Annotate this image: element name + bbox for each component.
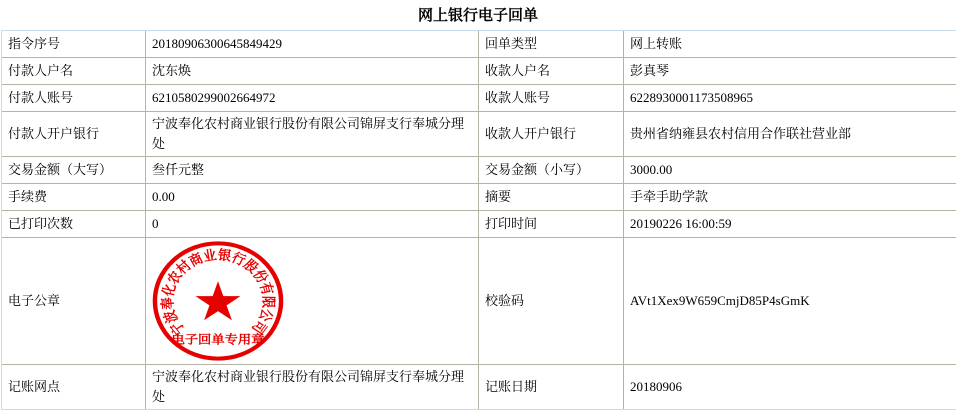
field-label-booking-branch: 记账网点 — [2, 365, 146, 409]
field-label-fee: 手续费 — [2, 184, 146, 211]
field-value-payee-account: 6228930001173508965 — [624, 85, 956, 112]
receipt-table — [1, 30, 956, 410]
seal-bottom-text: 电子回单专用章 — [171, 331, 265, 347]
table-row — [2, 184, 956, 211]
table-row — [2, 157, 956, 184]
bank-seal-icon — [149, 238, 287, 364]
field-label-payee-bank: 收款人开户银行 — [479, 112, 624, 157]
field-label-print-count: 已打印次数 — [2, 211, 146, 238]
field-label-e-seal: 电子公章 — [2, 238, 146, 365]
field-value-payer-bank: 宁波奉化农村商业银行股份有限公司锦屏支行奉城分理处 — [146, 112, 479, 157]
e-seal-cell — [146, 238, 479, 365]
field-value-print-time: 20190226 16:00:59 — [624, 211, 956, 238]
field-label-amount-words: 交易金额（大写） — [2, 157, 146, 184]
table-row — [2, 365, 956, 409]
field-label-receipt-type: 回单类型 — [479, 31, 624, 58]
field-value-payee-bank: 贵州省纳雍县农村信用合作联社营业部 — [624, 112, 956, 157]
field-value-fee: 0.00 — [146, 184, 479, 211]
field-label-summary: 摘要 — [479, 184, 624, 211]
table-row — [2, 85, 956, 112]
table-row — [2, 58, 956, 85]
field-label-payee-account: 收款人账号 — [479, 85, 624, 112]
field-label-payer-bank: 付款人开户银行 — [2, 112, 146, 157]
field-label-payee-name: 收款人户名 — [479, 58, 624, 85]
seal-ring-text: 宁波奉化农村商业银行股份有限公司 — [159, 247, 277, 338]
field-value-instruction-no: 20180906300645849429 — [146, 31, 479, 58]
field-value-amount-figures: 3000.00 — [624, 157, 956, 184]
field-value-summary: 手牵手助学款 — [624, 184, 956, 211]
table-row — [2, 238, 956, 365]
table-row — [2, 112, 956, 157]
table-row — [2, 31, 956, 58]
field-value-booking-date: 20180906 — [630, 379, 682, 394]
field-value-check-code: AVt1Xex9W659CmjD85P4sGmK — [624, 238, 956, 365]
field-value-receipt-type: 网上转账 — [624, 31, 956, 58]
field-label-print-time: 打印时间 — [479, 211, 624, 238]
field-label-booking-date: 记账日期 — [479, 365, 624, 409]
field-label-payer-account: 付款人账号 — [2, 85, 146, 112]
field-value-payer-account: 6210580299002664972 — [146, 85, 479, 112]
field-label-amount-figures: 交易金额（小写） — [479, 157, 624, 184]
page-title: 网上银行电子回单 — [417, 7, 538, 24]
field-label-instruction-no: 指令序号 — [2, 31, 146, 58]
red-star-icon — [196, 281, 241, 320]
field-label-check-code: 校验码 — [479, 238, 624, 365]
field-value-payer-name: 沈东焕 — [146, 58, 479, 85]
field-value-booking-branch: 宁波奉化农村商业银行股份有限公司锦屏支行奉城分理处 — [146, 365, 479, 409]
field-value-amount-words: 叁仟元整 — [146, 157, 479, 184]
field-label-payer-name: 付款人户名 — [2, 58, 146, 85]
table-row — [2, 211, 956, 238]
field-value-payee-name: 彭真琴 — [624, 58, 956, 85]
field-value-print-count: 0 — [146, 211, 479, 238]
